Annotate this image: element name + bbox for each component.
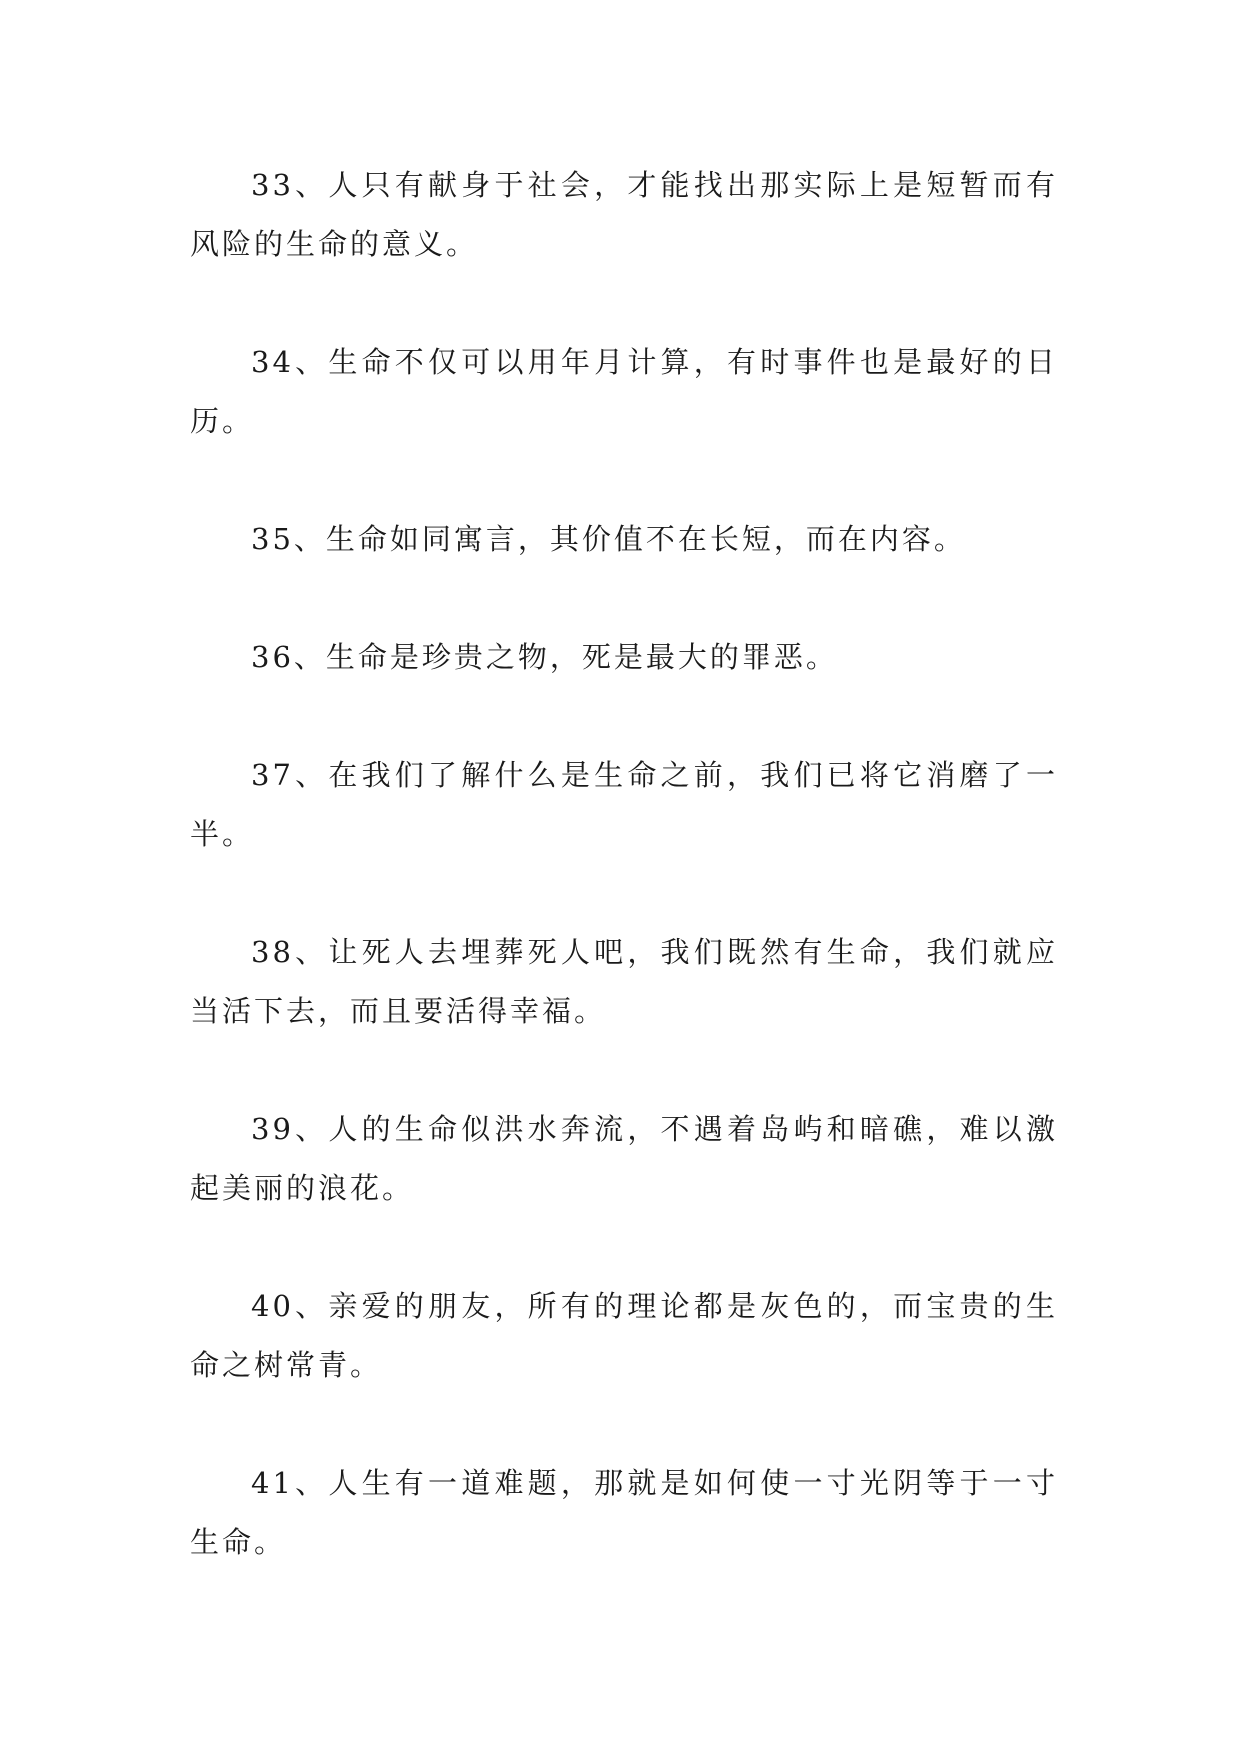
quote-paragraph-33: 33、人只有献身于社会，才能找出那实际上是短暂而有风险的生命的意义。 (190, 168, 1058, 261)
quote-paragraph-39: 39、人的生命似洪水奔流，不遇着岛屿和暗礁，难以激起美丽的浪花。 (190, 1112, 1058, 1205)
quote-paragraph-38: 38、让死人去埋葬死人吧，我们既然有生命，我们就应当活下去，而且要活得幸福。 (190, 935, 1058, 1028)
quote-paragraph-34: 34、生命不仅可以用年月计算，有时事件也是最好的日历。 (190, 345, 1058, 438)
quote-paragraph-40: 40、亲爱的朋友，所有的理论都是灰色的，而宝贵的生命之树常青。 (190, 1289, 1058, 1382)
quote-paragraph-41: 41、人生有一道难题，那就是如何使一寸光阴等于一寸生命。 (190, 1466, 1058, 1559)
quote-paragraph-36: 36、生命是珍贵之物，死是最大的罪恶。 (251, 640, 838, 674)
quote-paragraph-35: 35、生命如同寓言，其价值不在长短，而在内容。 (251, 522, 966, 556)
quote-paragraph-37: 37、在我们了解什么是生命之前，我们已将它消磨了一半。 (190, 758, 1058, 851)
quote-list (190, 156, 1058, 1631)
